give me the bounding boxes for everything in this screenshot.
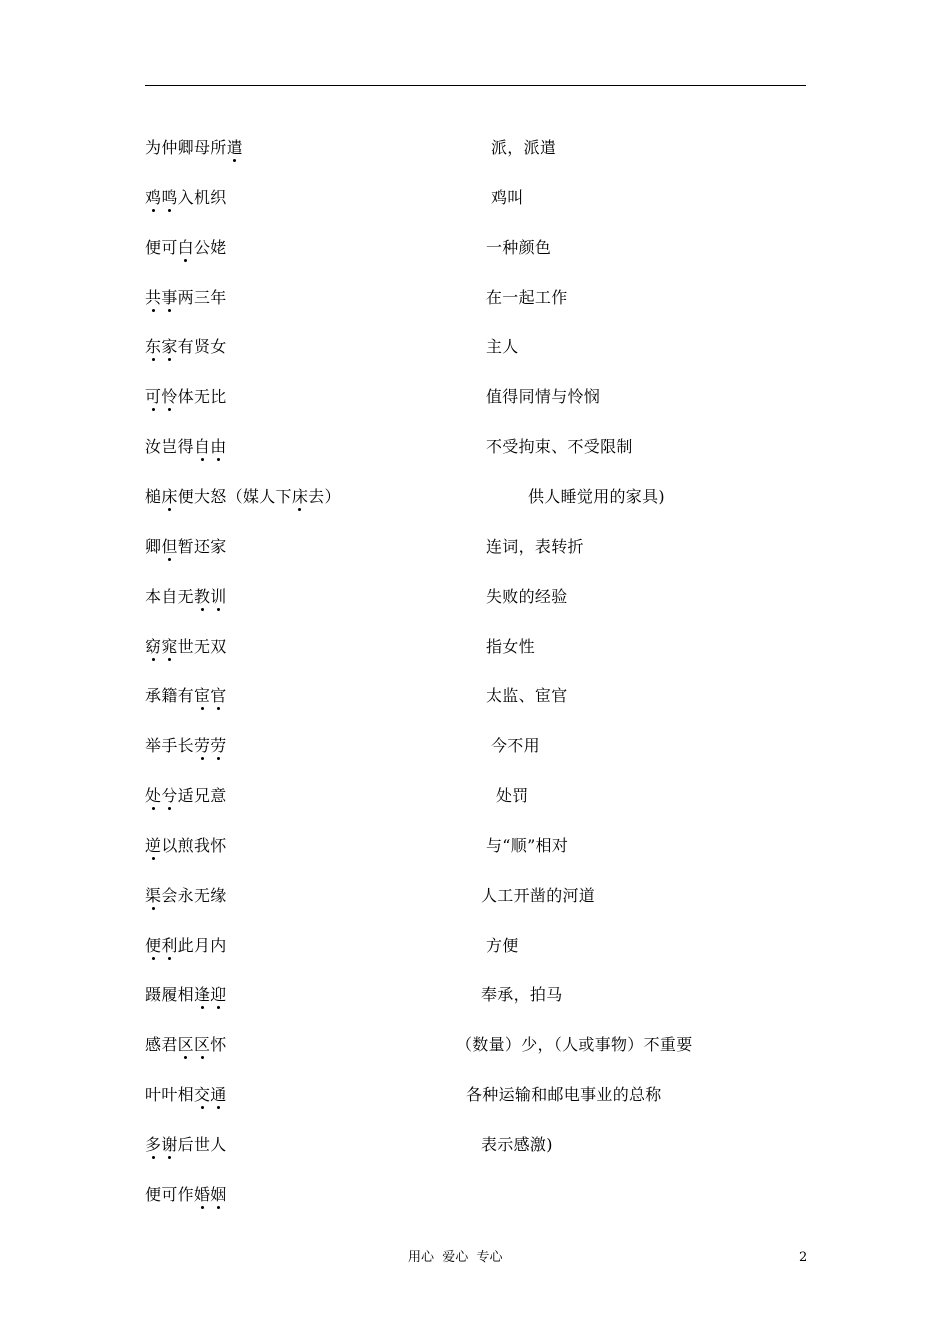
- phrase-char: 为: [145, 138, 162, 157]
- phrase-char: 无: [177, 586, 194, 606]
- phrase-char: 便: [145, 237, 162, 257]
- classical-phrase: [145, 1135, 227, 1155]
- vocab-row: [0, 1085, 950, 1113]
- modern-meaning: 人工开凿的河道: [481, 885, 596, 905]
- phrase-char: 无: [193, 387, 211, 407]
- phrase-char: 籍: [161, 686, 178, 706]
- emphasized-char: 遣: [226, 138, 243, 157]
- emphasized-char: 宦: [193, 686, 211, 706]
- phrase-char: 可: [161, 237, 178, 257]
- phrase-char: 贤: [193, 337, 211, 357]
- phrase-char: 便: [177, 486, 194, 506]
- phrase-char: 怀: [210, 835, 227, 855]
- emphasized-char: 渠: [145, 885, 162, 905]
- classical-phrase: [145, 587, 227, 607]
- phrase-char: 长: [177, 736, 194, 756]
- phrase-char: 后: [177, 1135, 194, 1154]
- modern-meaning: 与“顺”相对: [486, 835, 569, 855]
- emphasized-char: 东: [145, 337, 162, 357]
- phrase-char: 叶: [145, 1085, 162, 1105]
- classical-phrase: [145, 288, 227, 308]
- modern-meaning: 鸡叫: [491, 187, 524, 207]
- phrase-char: 承: [145, 686, 162, 706]
- phrase-char: 履: [161, 985, 178, 1005]
- phrase-char: 机: [193, 187, 211, 207]
- header-rule: [145, 85, 806, 86]
- emphasized-char: 窕: [161, 636, 178, 656]
- phrase-char: 怀: [210, 1035, 227, 1055]
- modern-meaning: 派，派遣: [491, 138, 557, 157]
- phrase-char: 所: [210, 138, 227, 157]
- classical-phrase: [145, 686, 227, 706]
- emphasized-char: 自: [193, 437, 211, 457]
- phrase-char: 汝: [145, 437, 162, 457]
- modern-meaning: 今不用: [491, 736, 540, 756]
- phrase-char: 还: [193, 536, 211, 556]
- phrase-char: 两: [177, 287, 194, 307]
- classical-phrase: [145, 537, 227, 557]
- modern-meaning: 供人睡觉用的家具): [528, 486, 665, 506]
- classical-phrase: [145, 886, 227, 906]
- vocab-row: [0, 836, 950, 864]
- emphasized-char: 床: [291, 486, 309, 506]
- classical-phrase: [145, 1085, 227, 1105]
- emphasized-char: 区: [177, 1035, 194, 1055]
- modern-meaning: 处罚: [496, 786, 529, 806]
- phrase-char: 入: [177, 187, 194, 207]
- modern-meaning: 连词，表转折: [486, 536, 584, 556]
- phrase-char: 月: [193, 935, 211, 955]
- emphasized-char: 劳: [210, 736, 227, 756]
- vocab-row: [0, 337, 950, 365]
- phrase-char: 内: [210, 935, 227, 955]
- phrase-char: 织: [210, 187, 227, 207]
- modern-meaning: 一种颜色: [486, 237, 552, 257]
- classical-phrase: [145, 238, 227, 258]
- emphasized-char: 官: [210, 686, 227, 706]
- phrase-char: 可: [161, 1184, 178, 1204]
- emphasized-char: 床: [161, 486, 178, 506]
- phrase-char: ）: [324, 486, 341, 506]
- emphasized-char: 区: [193, 1035, 211, 1055]
- modern-meaning: 方便: [486, 935, 519, 955]
- vocab-row: [0, 138, 950, 166]
- phrase-char: 槌: [145, 486, 162, 506]
- vocab-row: [0, 936, 950, 964]
- modern-meaning: 太监、宦官: [486, 686, 568, 706]
- phrase-char: 母: [193, 138, 211, 157]
- phrase-char: （: [226, 486, 243, 506]
- classical-phrase: [145, 836, 227, 856]
- emphasized-char: 姻: [210, 1184, 227, 1204]
- page-number: 2: [799, 1250, 808, 1265]
- modern-meaning: 值得同情与怜悯: [486, 387, 601, 407]
- phrase-char: 大: [193, 486, 211, 506]
- modern-meaning: 表示感激): [481, 1135, 553, 1154]
- phrase-char: 自: [161, 586, 178, 606]
- phrase-char: 蹑: [145, 985, 162, 1005]
- phrase-char: 双: [210, 636, 227, 656]
- phrase-char: 年: [210, 287, 227, 307]
- phrase-char: 兄: [193, 786, 211, 806]
- vocab-row: [0, 188, 950, 216]
- phrase-char: 比: [210, 387, 227, 407]
- phrase-char: 媒: [242, 486, 260, 506]
- phrase-char: 三: [193, 287, 211, 307]
- phrase-char: 本: [145, 586, 162, 606]
- emphasized-char: 事: [161, 287, 178, 307]
- footer-motto: 用心 爱心 专心: [408, 1250, 503, 1265]
- vocab-row: [0, 1035, 950, 1063]
- vocab-row: [0, 886, 950, 914]
- vocab-row: [0, 238, 950, 266]
- classical-phrase: [145, 487, 341, 507]
- classical-phrase: [145, 437, 227, 457]
- emphasized-char: 逆: [145, 835, 162, 855]
- phrase-char: 手: [161, 736, 178, 756]
- emphasized-char: 逢: [193, 985, 211, 1005]
- classical-phrase: [145, 188, 227, 208]
- phrase-char: 公: [193, 237, 211, 257]
- phrase-char: 便: [145, 1184, 162, 1204]
- emphasized-char: 处: [145, 786, 162, 806]
- phrase-char: 有: [177, 337, 194, 357]
- phrase-char: 女: [210, 337, 227, 357]
- vocab-row: [0, 537, 950, 565]
- vocab-row: [0, 786, 950, 814]
- emphasized-char: 家: [161, 337, 178, 357]
- emphasized-char: 多: [145, 1135, 162, 1154]
- emphasized-char: 便: [145, 935, 162, 955]
- phrase-char: 以: [161, 835, 178, 855]
- classical-phrase: [145, 985, 227, 1005]
- vocab-row: [0, 637, 950, 665]
- phrase-char: 君: [161, 1035, 178, 1055]
- phrase-char: 我: [193, 835, 211, 855]
- modern-meaning: 各种运输和邮电事业的总称: [466, 1085, 662, 1105]
- emphasized-char: 鸣: [161, 187, 178, 207]
- classical-phrase: [145, 337, 227, 357]
- emphasized-char: 通: [210, 1085, 227, 1105]
- modern-meaning: 奉承，拍马: [481, 985, 563, 1005]
- emphasized-char: 但: [161, 536, 178, 556]
- vocab-row: [0, 686, 950, 714]
- modern-meaning: 失败的经验: [486, 586, 568, 606]
- emphasized-char: 迎: [210, 985, 227, 1005]
- emphasized-char: 利: [161, 935, 178, 955]
- phrase-char: 去: [308, 486, 325, 506]
- phrase-char: 世: [177, 636, 194, 656]
- phrase-char: 下: [275, 486, 292, 506]
- vocab-row: [0, 587, 950, 615]
- phrase-char: 体: [177, 387, 194, 407]
- modern-meaning: 指女性: [486, 636, 535, 656]
- phrase-char: 此: [177, 935, 194, 955]
- classical-phrase: [145, 637, 227, 657]
- phrase-char: 姥: [210, 237, 227, 257]
- emphasized-char: 谢: [161, 1135, 178, 1154]
- phrase-char: 缘: [210, 885, 227, 905]
- phrase-char: 举: [145, 736, 162, 756]
- phrase-char: 卿: [145, 536, 162, 556]
- phrase-char: 煎: [177, 835, 194, 855]
- phrase-char: 人: [259, 486, 276, 506]
- phrase-char: 永: [177, 885, 194, 905]
- emphasized-char: 窈: [145, 636, 162, 656]
- emphasized-char: 教: [193, 586, 211, 606]
- emphasized-char: 鸡: [145, 187, 162, 207]
- emphasized-char: 兮: [161, 786, 178, 806]
- phrase-char: 暂: [177, 536, 194, 556]
- phrase-char: 卿: [177, 138, 194, 157]
- emphasized-char: 怜: [161, 387, 178, 407]
- phrase-char: 世: [193, 1135, 211, 1154]
- vocab-row: [0, 985, 950, 1013]
- phrase-char: 叶: [161, 1085, 178, 1105]
- emphasized-char: 共: [145, 287, 162, 307]
- phrase-char: 作: [177, 1184, 194, 1204]
- phrase-char: 家: [210, 536, 227, 556]
- vocab-row: [0, 1185, 950, 1213]
- classical-phrase: [145, 736, 227, 756]
- phrase-char: 适: [177, 786, 194, 806]
- phrase-char: 相: [177, 1085, 194, 1105]
- vocab-row: [0, 487, 950, 515]
- emphasized-char: 可: [145, 387, 162, 407]
- vocab-row: [0, 437, 950, 465]
- phrase-char: 怒: [210, 486, 227, 506]
- emphasized-char: 由: [210, 437, 227, 457]
- phrase-char: 岂: [161, 437, 178, 457]
- emphasized-char: 训: [210, 586, 227, 606]
- phrase-char: 感: [145, 1035, 162, 1055]
- emphasized-char: 婚: [193, 1184, 211, 1204]
- modern-meaning: （数量）少，（人或事物）不重要: [456, 1035, 693, 1055]
- phrase-char: 仲: [161, 138, 178, 157]
- vocab-row: [0, 288, 950, 316]
- vocab-row: [0, 387, 950, 415]
- phrase-char: 相: [177, 985, 194, 1005]
- phrase-char: 人: [210, 1135, 227, 1154]
- phrase-char: 无: [193, 636, 211, 656]
- classical-phrase: [145, 786, 227, 806]
- phrase-char: 有: [177, 686, 194, 706]
- emphasized-char: 劳: [193, 736, 211, 756]
- classical-phrase: [145, 936, 227, 956]
- phrase-char: 会: [161, 885, 178, 905]
- classical-phrase: [145, 1035, 227, 1055]
- modern-meaning: 主人: [486, 337, 519, 357]
- modern-meaning: 在一起工作: [486, 287, 568, 307]
- phrase-char: 得: [177, 437, 194, 457]
- classical-phrase: [145, 387, 227, 407]
- phrase-char: 无: [193, 885, 211, 905]
- classical-phrase: [145, 138, 243, 158]
- vocab-row: [0, 1135, 950, 1163]
- classical-phrase: [145, 1185, 227, 1205]
- emphasized-char: 白: [177, 237, 194, 257]
- modern-meaning: 不受拘束、不受限制: [486, 437, 633, 457]
- vocab-row: [0, 736, 950, 764]
- emphasized-char: 交: [193, 1085, 211, 1105]
- phrase-char: 意: [210, 786, 227, 806]
